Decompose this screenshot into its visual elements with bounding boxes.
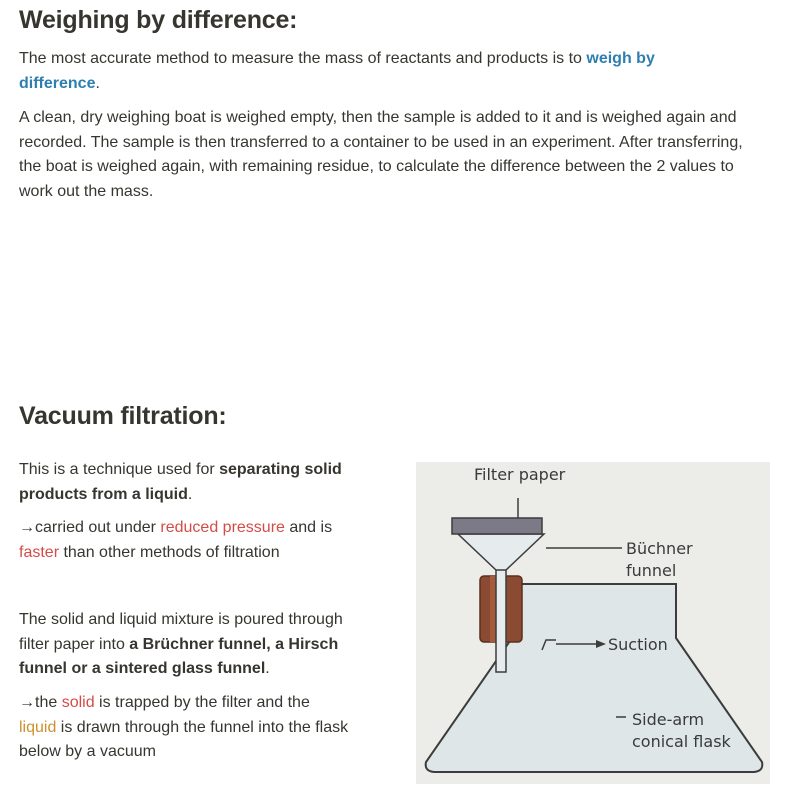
reduced-pressure-highlight: reduced pressure [160, 519, 285, 536]
vacuum-heading: Vacuum filtration: [19, 402, 227, 430]
funnel-cone [458, 534, 544, 570]
weighing-intro-text: The most accurate method to measure the mass of reactants and products is to [19, 50, 587, 67]
solid-highlight: solid [61, 694, 95, 711]
label-buchner-1: Büchner [626, 539, 693, 558]
label-buchner-2: funnel [626, 561, 677, 580]
weigh-by-difference-link-cont[interactable]: difference [19, 74, 96, 92]
label-side-arm-1: Side-arm [632, 710, 705, 729]
weighing-heading: Weighing by difference: [19, 6, 298, 34]
vacuum-trap-note: →the solid is trapped by the filter and the liquid is drawn through the funnel into the flask below by a vacuum [19, 694, 349, 760]
weigh-by-difference-link[interactable]: weigh by [586, 50, 655, 67]
vacuum-pressure-note: →carried out under reduced pressure and is faster than other methods of filtration [19, 519, 333, 561]
label-filter-paper: Filter paper [474, 465, 566, 484]
separating-solid-bold: separating solid products from a liquid [19, 461, 342, 503]
funnel-types-bold: a Brüchner funnel, a Hirsch funnel or a sintered glass funnel [19, 635, 339, 677]
funnel-stem [496, 562, 506, 672]
label-side-arm-2: conical flask [632, 732, 731, 751]
label-suction: Suction [608, 635, 668, 654]
filter-paper [452, 518, 542, 534]
weighing-intro: The most accurate method to measure the mass of reactants and products is to weigh by difference. [19, 50, 655, 92]
vacuum-intro: This is a technique used for separating solid products from a liquid. [19, 461, 342, 503]
vacuum-mixture-note: The solid and liquid mixture is poured through filter paper into a Brüchner funnel, a Hirsch funnel or a sintered glass funnel. [19, 611, 343, 677]
weighing-description [19, 106, 759, 204]
weighing-description-text: A clean, dry weighing boat is weighed empty, then the sample is added to it and is weighed again and recorded. The sample is then transferred to a container to be used in an experiment. After transferring, the boat is weighed again, with remaining residue, to calculate the difference between the 2 values to work out the mass. [19, 109, 743, 200]
vacuum-filtration-diagram [416, 462, 770, 784]
liquid-highlight: liquid [19, 718, 57, 736]
faster-highlight: faster [19, 543, 60, 561]
